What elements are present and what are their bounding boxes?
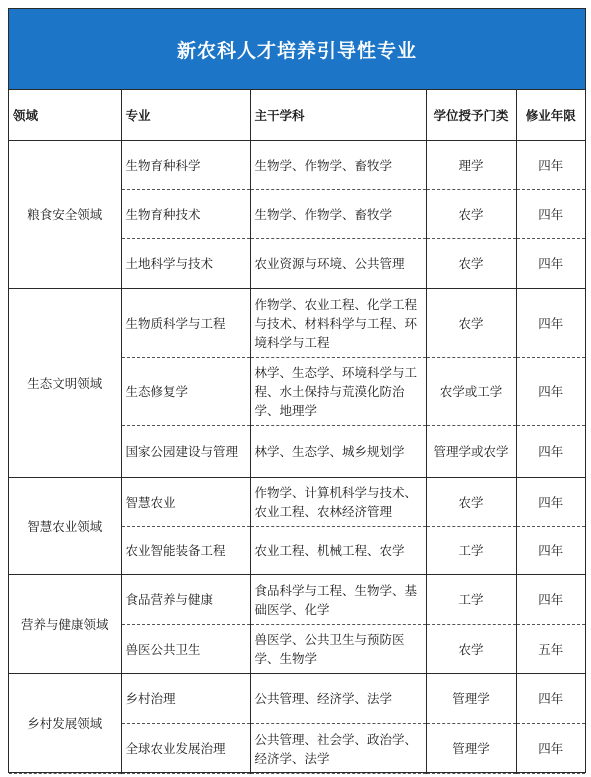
subject-cell: 公共管理、社会学、政治学、经济学、法学 xyxy=(250,724,426,774)
major-cell: 土地科学与技术 xyxy=(121,239,250,289)
years-cell: 四年 xyxy=(516,358,585,426)
table-header-row xyxy=(9,90,585,141)
header-domain: 领域 xyxy=(9,90,121,141)
table-row xyxy=(9,478,585,527)
subject-cell: 作物学、农业工程、化学工程与技术、材料科学与工程、环境科学与工程 xyxy=(250,289,426,358)
header-degree: 学位授予门类 xyxy=(426,90,516,141)
table-row xyxy=(9,289,585,358)
years-cell: 四年 xyxy=(516,575,585,625)
header-years: 修业年限 xyxy=(516,90,585,141)
degree-cell: 管理学 xyxy=(426,674,516,724)
table-row xyxy=(9,141,585,190)
degree-cell: 工学 xyxy=(426,527,516,575)
table-body xyxy=(9,141,585,774)
degree-cell: 农学 xyxy=(426,190,516,239)
major-cell: 农业智能装备工程 xyxy=(121,527,250,575)
subject-cell: 农业工程、机械工程、农学 xyxy=(250,527,426,575)
degree-cell: 农学 xyxy=(426,289,516,358)
years-cell: 四年 xyxy=(516,289,585,358)
major-cell: 生物质科学与工程 xyxy=(121,289,250,358)
subject-cell: 生物学、作物学、畜牧学 xyxy=(250,141,426,190)
degree-cell: 农学或工学 xyxy=(426,358,516,426)
table-title: 新农科人才培养引导性专业 xyxy=(9,9,585,89)
header-major: 专业 xyxy=(121,90,250,141)
major-cell: 兽医公共卫生 xyxy=(121,625,250,674)
years-cell: 五年 xyxy=(516,625,585,674)
subject-cell: 生物学、作物学、畜牧学 xyxy=(250,190,426,239)
degree-cell: 管理学 xyxy=(426,724,516,774)
document-table-card xyxy=(8,8,586,773)
years-cell: 四年 xyxy=(516,426,585,478)
domain-cell: 生态文明领域 xyxy=(9,289,121,478)
table-row xyxy=(9,674,585,724)
major-cell: 生物育种科学 xyxy=(121,141,250,190)
subject-cell: 食品科学与工程、生物学、基础医学、化学 xyxy=(250,575,426,625)
years-cell: 四年 xyxy=(516,190,585,239)
majors-table xyxy=(9,89,585,774)
degree-cell: 工学 xyxy=(426,575,516,625)
major-cell: 食品营养与健康 xyxy=(121,575,250,625)
header-subject: 主干学科 xyxy=(250,90,426,141)
major-cell: 全球农业发展治理 xyxy=(121,724,250,774)
subject-cell: 兽医学、公共卫生与预防医学、生物学 xyxy=(250,625,426,674)
domain-cell: 乡村发展领域 xyxy=(9,674,121,774)
subject-cell: 林学、生态学、环境科学与工程、水土保持与荒漠化防治学、地理学 xyxy=(250,358,426,426)
table-row xyxy=(9,575,585,625)
years-cell: 四年 xyxy=(516,239,585,289)
degree-cell: 农学 xyxy=(426,625,516,674)
years-cell: 四年 xyxy=(516,674,585,724)
major-cell: 乡村治理 xyxy=(121,674,250,724)
degree-cell: 农学 xyxy=(426,478,516,527)
domain-cell: 营养与健康领域 xyxy=(9,575,121,674)
subject-cell: 作物学、计算机科学与技术、农业工程、农林经济管理 xyxy=(250,478,426,527)
subject-cell: 农业资源与环境、公共管理 xyxy=(250,239,426,289)
degree-cell: 管理学或农学 xyxy=(426,426,516,478)
subject-cell: 公共管理、经济学、法学 xyxy=(250,674,426,724)
major-cell: 生态修复学 xyxy=(121,358,250,426)
major-cell: 生物育种技术 xyxy=(121,190,250,239)
domain-cell: 粮食安全领域 xyxy=(9,141,121,289)
years-cell: 四年 xyxy=(516,478,585,527)
domain-cell: 智慧农业领域 xyxy=(9,478,121,575)
subject-cell: 林学、生态学、城乡规划学 xyxy=(250,426,426,478)
years-cell: 四年 xyxy=(516,724,585,774)
degree-cell: 农学 xyxy=(426,239,516,289)
major-cell: 国家公园建设与管理 xyxy=(121,426,250,478)
major-cell: 智慧农业 xyxy=(121,478,250,527)
years-cell: 四年 xyxy=(516,527,585,575)
degree-cell: 理学 xyxy=(426,141,516,190)
years-cell: 四年 xyxy=(516,141,585,190)
